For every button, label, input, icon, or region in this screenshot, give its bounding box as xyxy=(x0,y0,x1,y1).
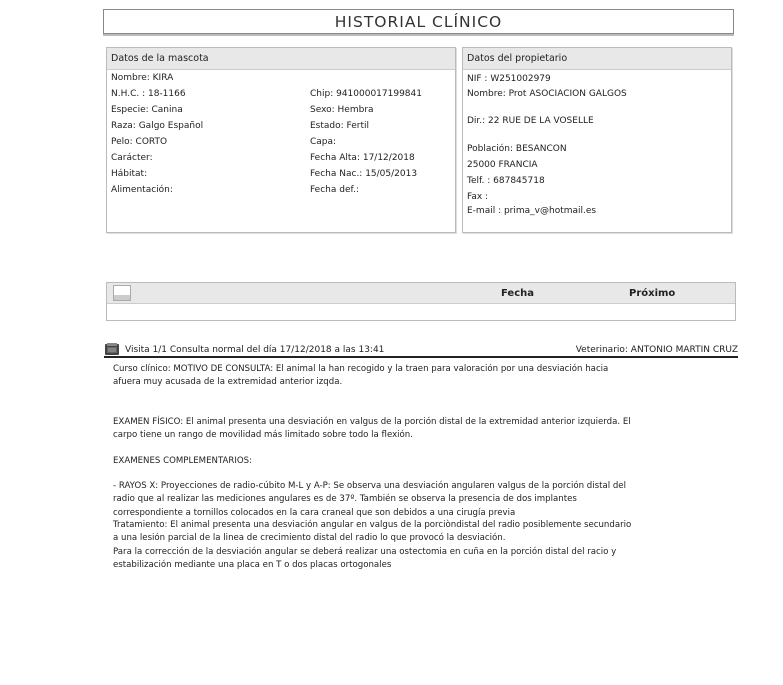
complementary-exams-heading: EXAMENES COMPLEMENTARIOS: xyxy=(113,456,253,466)
pet-death-date: Fecha def.: xyxy=(310,185,359,195)
owner-phone: Telf. : 687845718 xyxy=(467,176,545,186)
notebook-icon xyxy=(104,342,120,356)
xray-findings: - RAYOS X: Proyecciones de radio-cúbito M-L y A-P: Se observa una desviación angularen valgus de la porción distal del radio que al realizar las mediciones angulares es de 37º. También se observa la presencia de dos implantes correspondiente a tornillos colocados en la cara craneal que son debidos a una cirugía previa xyxy=(113,481,626,518)
table-header xyxy=(107,283,735,304)
physical-exam: EXAMEN FÍSICO: El animal presenta una desviación en valgus de la porción distal de la extremidad anterior izquierda. El carpo tiene un rango de movilidad más limitado sobre todo la flexión. xyxy=(113,417,631,441)
pet-color: Capa: xyxy=(310,137,337,147)
owner-name: Nombre: Prot ASOCIACION GALGOS xyxy=(467,89,627,99)
pet-chip: Chip: 941000017199841 xyxy=(310,89,422,99)
owner-panel-heading: Datos del propietario xyxy=(463,48,731,70)
pet-registration-date: Fecha Alta: 17/12/2018 xyxy=(310,153,415,163)
pet-coat: Pelo: CORTO xyxy=(111,137,168,147)
owner-email: E-mail : prima_v@hotmail.es xyxy=(467,206,597,216)
pet-habitat: Hábitat: xyxy=(111,169,148,179)
pet-name: Nombre: KIRA xyxy=(111,73,174,83)
column-header-proximo: Próximo xyxy=(629,288,676,299)
owner-address: Dir.: 22 RUE DE LA VOSELLE xyxy=(467,116,594,126)
owner-fax: Fax : xyxy=(467,192,489,202)
pet-character: Carácter: xyxy=(111,153,153,163)
page-title: HISTORIAL CLÍNICO xyxy=(334,12,503,31)
column-header-fecha: Fecha xyxy=(501,288,535,299)
owner-city: Población: BESANCON xyxy=(467,144,567,154)
pet-species: Especie: Canina xyxy=(111,105,183,115)
clinical-course: Curso clínico: MOTIVO DE CONSULTA: El animal la han recogido y la traen para valoración por una desviación hacia afuera muy acusada de la extremidad anterior izqda. xyxy=(113,364,609,388)
pet-sex: Sexo: Hembra xyxy=(310,105,374,115)
pet-nhc: N.H.C. : 18-1166 xyxy=(111,89,186,99)
owner-nif: NIF : W251002979 xyxy=(467,74,551,84)
owner-zip-country: 25000 FRANCIA xyxy=(467,160,538,170)
reminders-table xyxy=(106,282,736,321)
correction-plan: Para la corrección de la desviación angular se deberá realizar una ostectomia en cuña en la porción distal del racio y estabilización mediante una placa en T o dos placas ortogonales xyxy=(113,547,617,571)
veterinarian: Veterinario: ANTONIO MARTIN CRUZ xyxy=(575,345,738,355)
pet-birth-date: Fecha Nac.: 15/05/2013 xyxy=(310,169,418,179)
pet-panel-heading: Datos de la mascota xyxy=(107,48,455,70)
pet-status: Estado: Fertil xyxy=(310,121,369,131)
select-checkbox[interactable] xyxy=(113,285,131,301)
pet-breed: Raza: Galgo Español xyxy=(111,121,204,131)
visit-header: Visita 1/1 Consulta normal del día 17/12/2018 a las 13:41 xyxy=(125,345,385,355)
pet-diet: Alimentación: xyxy=(111,185,173,195)
visit-divider xyxy=(104,356,738,358)
treatment: Tratamiento: El animal presenta una desviación angular en valgus de la porciòndistal del radio posiblemente secundario a una lesión parcial de la linea de crecimiento distal del radio lo que provocó la desviación. xyxy=(113,520,632,544)
title-box xyxy=(103,9,734,34)
